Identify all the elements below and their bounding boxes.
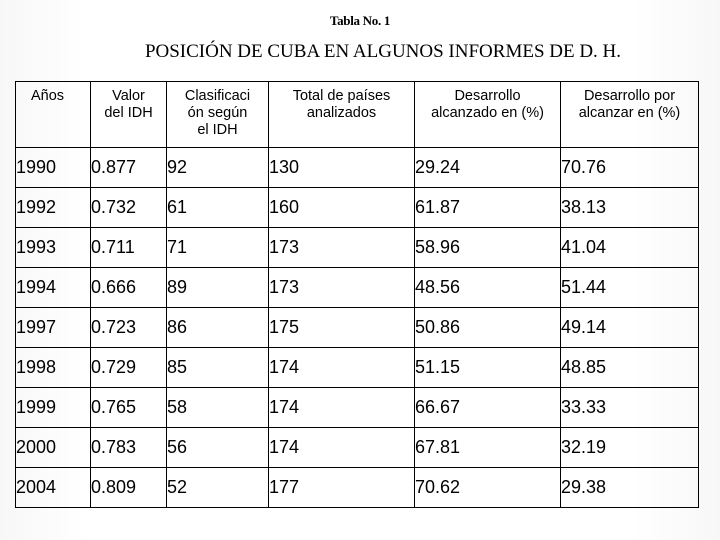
cell-por-alcanzar: 33.33: [561, 388, 699, 428]
cell-alcanzado: 58.96: [415, 228, 561, 268]
cell-total: 173: [269, 268, 415, 308]
cell-year: 2000: [16, 428, 91, 468]
cell-alcanzado: 66.67: [415, 388, 561, 428]
cell-por-alcanzar: 29.38: [561, 468, 699, 508]
cell-rank: 58: [167, 388, 269, 428]
cell-idh: 0.765: [91, 388, 167, 428]
cell-alcanzado: 29.24: [415, 148, 561, 188]
cell-year: 1998: [16, 348, 91, 388]
header-line: Años: [31, 88, 65, 104]
cell-idh: 0.809: [91, 468, 167, 508]
cell-por-alcanzar: 38.13: [561, 188, 699, 228]
table-row: [16, 228, 699, 268]
cell-idh: 0.783: [91, 428, 167, 468]
cell-idh: 0.666: [91, 268, 167, 308]
header-total-paises: [269, 82, 415, 148]
table-row: [16, 388, 699, 428]
table-row: [16, 188, 699, 228]
cell-total: 160: [269, 188, 415, 228]
cell-year: 1999: [16, 388, 91, 428]
cell-rank: 86: [167, 308, 269, 348]
page-title: POSICIÓN DE CUBA EN ALGUNOS INFORMES DE D. H.: [144, 41, 622, 62]
header-line: Clasificaci: [184, 88, 251, 104]
cell-year: 1997: [16, 308, 91, 348]
header-line: alcanzar en (%): [578, 105, 681, 121]
header-line: Valor: [112, 88, 145, 104]
cell-idh: 0.723: [91, 308, 167, 348]
header-line: Desarrollo por: [583, 88, 676, 104]
cell-year: 1990: [16, 148, 91, 188]
cell-rank: 56: [167, 428, 269, 468]
cell-alcanzado: 70.62: [415, 468, 561, 508]
table-caption: Tabla No. 1: [329, 13, 391, 28]
cell-por-alcanzar: 51.44: [561, 268, 699, 308]
cell-total: 177: [269, 468, 415, 508]
cell-alcanzado: 67.81: [415, 428, 561, 468]
cell-total: 174: [269, 388, 415, 428]
header-desarrollo-por-alcanzar: [561, 82, 699, 148]
table-row: [16, 428, 699, 468]
header-line: ón según: [187, 105, 248, 121]
header-clasificacion: [167, 82, 269, 148]
table-row: [16, 148, 699, 188]
cell-total: 174: [269, 348, 415, 388]
header-line: alcanzado en (%): [431, 105, 544, 121]
header-line: analizados: [306, 105, 377, 121]
cell-alcanzado: 61.87: [415, 188, 561, 228]
cell-rank: 85: [167, 348, 269, 388]
cell-por-alcanzar: 49.14: [561, 308, 699, 348]
cell-alcanzado: 48.56: [415, 268, 561, 308]
cell-alcanzado: 50.86: [415, 308, 561, 348]
header-valor-idh: [91, 82, 167, 148]
header-anos: [16, 82, 91, 148]
header-line: del IDH: [104, 105, 153, 121]
cell-por-alcanzar: 70.76: [561, 148, 699, 188]
cell-idh: 0.729: [91, 348, 167, 388]
cell-rank: 89: [167, 268, 269, 308]
table-row: [16, 468, 699, 508]
cell-year: 1992: [16, 188, 91, 228]
table-row: [16, 308, 699, 348]
cell-total: 173: [269, 228, 415, 268]
data-table: [15, 81, 699, 508]
cell-idh: 0.732: [91, 188, 167, 228]
cell-alcanzado: 51.15: [415, 348, 561, 388]
cell-por-alcanzar: 32.19: [561, 428, 699, 468]
table-row: [16, 348, 699, 388]
cell-year: 1993: [16, 228, 91, 268]
cell-total: 174: [269, 428, 415, 468]
cell-por-alcanzar: 41.04: [561, 228, 699, 268]
cell-rank: 61: [167, 188, 269, 228]
cell-total: 175: [269, 308, 415, 348]
header-desarrollo-alcanzado: [415, 82, 561, 148]
cell-rank: 92: [167, 148, 269, 188]
cell-total: 130: [269, 148, 415, 188]
table-row: [16, 268, 699, 308]
header-line: el IDH: [197, 122, 238, 138]
header-line: Total de países: [292, 88, 391, 104]
header-row: [16, 82, 699, 148]
cell-year: 2004: [16, 468, 91, 508]
cell-por-alcanzar: 48.85: [561, 348, 699, 388]
cell-rank: 52: [167, 468, 269, 508]
cell-rank: 71: [167, 228, 269, 268]
cell-year: 1994: [16, 268, 91, 308]
header-line: Desarrollo: [454, 88, 521, 104]
cell-idh: 0.711: [91, 228, 167, 268]
cell-idh: 0.877: [91, 148, 167, 188]
